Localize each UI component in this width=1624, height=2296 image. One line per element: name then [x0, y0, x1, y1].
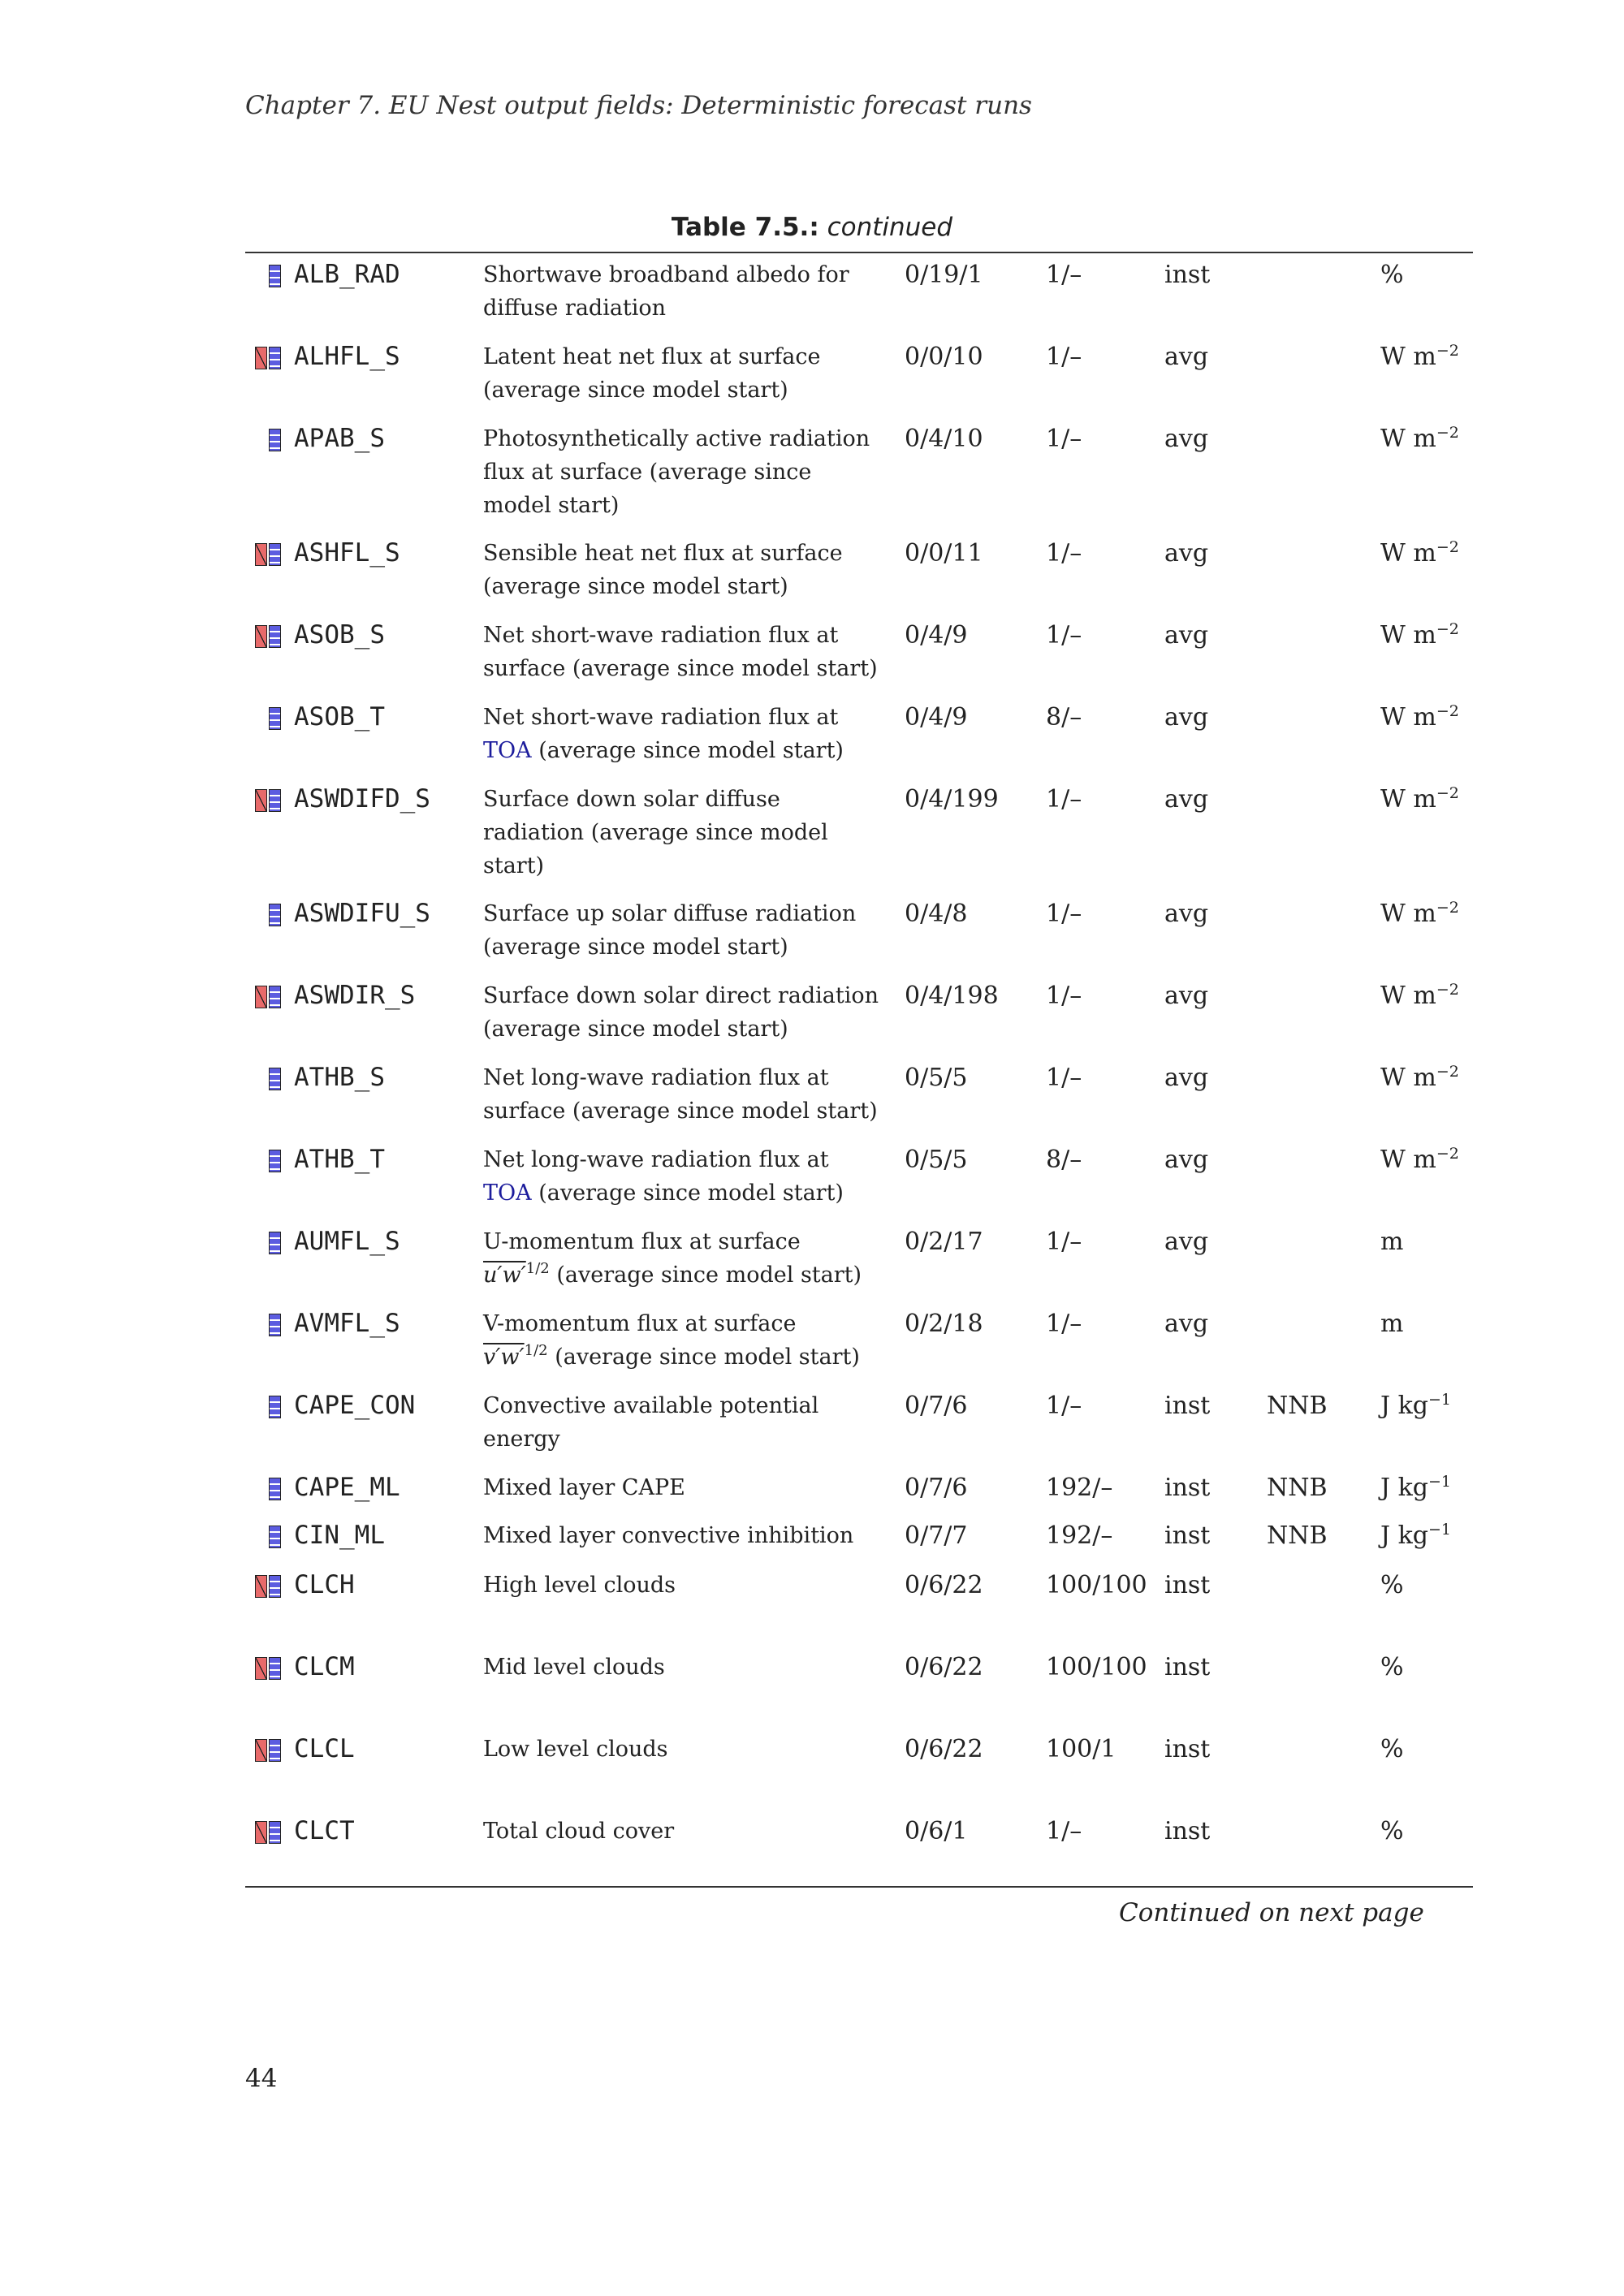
level-spec: 192/– — [1046, 1474, 1113, 1502]
blue-model-icon — [269, 1396, 281, 1418]
unit-text: J kg — [1380, 1474, 1428, 1502]
description-line: Surface up solar diffuse radiation — [483, 901, 857, 926]
description-line: Mid level clouds — [483, 1655, 665, 1680]
grib-code: 0/4/8 — [905, 900, 968, 928]
unit — [1380, 1225, 1403, 1258]
grib-code: 0/7/7 — [905, 1521, 968, 1550]
blue-model-icon — [269, 429, 281, 451]
unit-exponent: −1 — [1427, 1391, 1451, 1409]
unit-exponent: −2 — [1436, 784, 1459, 802]
level-spec: 1/– — [1046, 982, 1082, 1010]
math-exponent: 1/2 — [525, 1260, 550, 1277]
time-type: inst — [1164, 1735, 1211, 1763]
field-description — [483, 1307, 889, 1374]
row-icons — [255, 625, 281, 648]
caption-label: Table 7.5.: — [671, 213, 819, 242]
field-name: CLCL — [294, 1734, 355, 1763]
blue-model-icon — [269, 1526, 281, 1548]
unit-text: m — [1380, 1228, 1404, 1256]
level-spec: 100/100 — [1046, 1653, 1147, 1681]
field-name: ALHFL_S — [294, 342, 400, 371]
math-term: v′w′ — [483, 1344, 525, 1370]
spacer — [255, 429, 267, 451]
description-line: Net short-wave radiation flux at — [483, 623, 839, 648]
time-type: avg — [1164, 343, 1209, 371]
unit-text: J kg — [1380, 1392, 1428, 1420]
time-type: inst — [1164, 1521, 1211, 1550]
level-spec: 100/100 — [1046, 1571, 1147, 1599]
unit-exponent: −1 — [1427, 1473, 1451, 1491]
field-name: ASWDIFD_S — [294, 784, 430, 814]
row-icons — [255, 1150, 281, 1172]
time-type: avg — [1164, 1146, 1209, 1174]
grib-code: 0/2/18 — [905, 1310, 983, 1338]
time-type: avg — [1164, 785, 1209, 814]
unit-text: % — [1380, 1817, 1404, 1845]
table-bottom-rule — [245, 1886, 1473, 1888]
time-type: inst — [1164, 1474, 1211, 1502]
red-model-icon — [255, 986, 267, 1008]
field-name: CLCH — [294, 1570, 355, 1599]
page-header: Chapter 7. EU Nest output fields: Deterministic forecast runs — [245, 91, 1032, 120]
unit-text: W m — [1380, 1146, 1436, 1174]
spacer — [255, 1314, 267, 1336]
time-type: inst — [1164, 1653, 1211, 1681]
grib-code: 0/7/6 — [905, 1392, 968, 1420]
row-icons — [255, 265, 281, 287]
description-line: Convective available potential — [483, 1393, 819, 1418]
field-name: ASWDIFU_S — [294, 899, 430, 928]
time-type: avg — [1164, 539, 1209, 568]
description-line: V-momentum flux at surface — [483, 1311, 797, 1336]
level-spec: 1/– — [1046, 1310, 1082, 1338]
blue-model-icon — [269, 1150, 281, 1172]
row-icons — [255, 1314, 281, 1336]
field-name: AUMFL_S — [294, 1227, 400, 1256]
unit-text: W m — [1380, 343, 1436, 371]
spacer — [255, 1232, 267, 1254]
blue-model-icon — [269, 1478, 281, 1500]
unit-exponent: −2 — [1436, 342, 1459, 360]
reference: NNB — [1267, 1474, 1328, 1502]
field-name: ATHB_T — [294, 1145, 385, 1174]
grib-code: 0/6/22 — [905, 1571, 983, 1599]
field-description — [483, 1061, 889, 1128]
grib-code: 0/4/9 — [905, 703, 968, 732]
description-line: Surface down solar direct radiation — [483, 983, 879, 1008]
time-type: inst — [1164, 1571, 1211, 1599]
unit — [1380, 783, 1459, 816]
level-spec: 8/– — [1046, 1146, 1082, 1174]
unit-text: W m — [1380, 703, 1436, 732]
red-model-icon — [255, 625, 267, 648]
unit — [1380, 1815, 1404, 1848]
spacer — [255, 1068, 267, 1090]
blue-model-icon — [269, 543, 281, 566]
description-line — [483, 1176, 889, 1210]
red-model-icon — [255, 1739, 267, 1762]
blue-model-icon — [269, 1657, 281, 1680]
grib-code: 0/6/22 — [905, 1653, 983, 1681]
unit-text: % — [1380, 1735, 1404, 1763]
unit — [1380, 422, 1459, 455]
level-spec: 192/– — [1046, 1521, 1113, 1550]
unit-exponent: −2 — [1436, 424, 1459, 442]
blue-model-icon — [269, 707, 281, 730]
grib-code: 0/0/10 — [905, 343, 983, 371]
unit-exponent: −2 — [1436, 1063, 1459, 1081]
level-spec: 1/– — [1046, 900, 1082, 928]
unit-text: W m — [1380, 539, 1436, 568]
description-line: (average since model start) — [483, 574, 788, 599]
description-line — [483, 1340, 889, 1374]
field-name: ALB_RAD — [294, 260, 400, 289]
grib-code: 0/5/5 — [905, 1064, 968, 1092]
description-line: Net long-wave radiation flux at — [483, 1147, 829, 1172]
reference: NNB — [1267, 1521, 1328, 1550]
unit-exponent: −2 — [1436, 899, 1459, 917]
field-description — [483, 258, 889, 325]
grib-code: 0/5/5 — [905, 1146, 968, 1174]
spacer — [255, 1150, 267, 1172]
row-icons — [255, 1068, 281, 1090]
unit — [1380, 1471, 1451, 1504]
time-type: inst — [1164, 1392, 1211, 1420]
unit-text: J kg — [1380, 1521, 1428, 1550]
row-icons — [255, 904, 281, 926]
blue-model-icon — [269, 1821, 281, 1844]
grib-code: 0/6/1 — [905, 1817, 968, 1845]
level-spec: 1/– — [1046, 261, 1082, 289]
unit-text: W m — [1380, 425, 1436, 453]
row-icons — [255, 429, 281, 451]
blue-model-icon — [269, 1068, 281, 1090]
row-icons — [255, 1657, 281, 1680]
unit — [1380, 979, 1459, 1012]
description-line: energy — [483, 1426, 560, 1452]
level-spec: 1/– — [1046, 343, 1082, 371]
description-line: Low level clouds — [483, 1737, 668, 1762]
row-icons — [255, 1526, 281, 1548]
red-model-icon — [255, 789, 267, 812]
field-description — [483, 1143, 889, 1210]
time-type: avg — [1164, 703, 1209, 732]
unit — [1380, 258, 1404, 291]
field-name: APAB_S — [294, 424, 385, 453]
unit-exponent: −2 — [1436, 1145, 1459, 1163]
level-spec: 8/– — [1046, 703, 1082, 732]
field-name: CAPE_ML — [294, 1473, 400, 1502]
field-name: CAPE_CON — [294, 1391, 416, 1420]
unit — [1380, 1651, 1404, 1684]
field-description — [483, 1225, 889, 1292]
unit-text: % — [1380, 1571, 1404, 1599]
row-icons — [255, 347, 281, 369]
unit-text: % — [1380, 1653, 1404, 1681]
grib-code: 0/19/1 — [905, 261, 983, 289]
field-description — [483, 1471, 889, 1504]
field-name: AVMFL_S — [294, 1309, 400, 1338]
field-description — [483, 1815, 889, 1848]
unit-text: W m — [1380, 900, 1436, 928]
unit-text: m — [1380, 1310, 1404, 1338]
red-model-icon — [255, 543, 267, 566]
toa-link[interactable]: TOA — [483, 738, 532, 763]
page-number: 44 — [245, 2064, 278, 2093]
level-spec: 1/– — [1046, 785, 1082, 814]
math-term: u′w′ — [483, 1262, 526, 1288]
field-description — [483, 783, 889, 883]
unit — [1380, 619, 1459, 652]
unit — [1380, 1143, 1459, 1176]
spacer — [255, 265, 267, 287]
level-spec: 1/– — [1046, 1064, 1082, 1092]
blue-model-icon — [269, 1314, 281, 1336]
unit — [1380, 1569, 1404, 1602]
description-line: surface (average since model start) — [483, 1098, 878, 1124]
row-icons — [255, 789, 281, 812]
field-description — [483, 619, 889, 685]
description-line: Sensible heat net flux at surface — [483, 541, 843, 566]
unit-exponent: −2 — [1436, 981, 1459, 999]
description-line: Net short-wave radiation flux at — [483, 705, 839, 730]
unit — [1380, 1389, 1451, 1422]
field-name: CIN_ML — [294, 1521, 385, 1550]
spacer — [255, 707, 267, 730]
field-name: CLCT — [294, 1816, 355, 1845]
field-description — [483, 1389, 889, 1456]
grib-code: 0/2/17 — [905, 1228, 983, 1256]
row-icons — [255, 1232, 281, 1254]
row-icons — [255, 1478, 281, 1500]
table-caption — [0, 213, 1624, 242]
table-top-rule — [245, 252, 1473, 253]
grib-code: 0/4/9 — [905, 621, 968, 650]
red-model-icon — [255, 347, 267, 369]
blue-model-icon — [269, 789, 281, 812]
blue-model-icon — [269, 1575, 281, 1598]
field-description — [483, 537, 889, 603]
description-line: Photosynthetically active radiation — [483, 426, 870, 451]
spacer — [255, 1526, 267, 1548]
grib-code: 0/4/10 — [905, 425, 983, 453]
level-spec: 1/– — [1046, 621, 1082, 650]
description-line — [483, 734, 889, 767]
field-name: ASOB_T — [294, 702, 385, 732]
description-text: (average since model start) — [555, 1344, 860, 1370]
description-line: Surface down solar diffuse — [483, 787, 780, 812]
unit — [1380, 1061, 1459, 1094]
field-description — [483, 422, 889, 522]
level-spec: 1/– — [1046, 1817, 1082, 1845]
unit-text: % — [1380, 261, 1404, 289]
unit-exponent: −1 — [1427, 1521, 1451, 1539]
field-name: ASHFL_S — [294, 538, 400, 568]
math-exponent: 1/2 — [524, 1342, 548, 1359]
description-text: (average since model start) — [556, 1262, 862, 1288]
description-line: (average since model start) — [483, 934, 788, 960]
description-line: U-momentum flux at surface — [483, 1229, 801, 1254]
description-line — [483, 1258, 889, 1292]
row-icons — [255, 1739, 281, 1762]
row-icons — [255, 986, 281, 1008]
field-description — [483, 340, 889, 407]
unit-text: W m — [1380, 785, 1436, 814]
unit — [1380, 701, 1459, 734]
unit-text: W m — [1380, 1064, 1436, 1092]
level-spec: 1/– — [1046, 1228, 1082, 1256]
grib-code: 0/0/11 — [905, 539, 983, 568]
unit-exponent: −2 — [1436, 702, 1459, 720]
grib-code: 0/4/199 — [905, 785, 999, 814]
spacer — [255, 904, 267, 926]
description-line: model start) — [483, 493, 620, 518]
unit-text: W m — [1380, 982, 1436, 1010]
red-model-icon — [255, 1657, 267, 1680]
row-icons — [255, 1575, 281, 1598]
row-icons — [255, 1396, 281, 1418]
unit — [1380, 1733, 1404, 1766]
time-type: avg — [1164, 621, 1209, 650]
grib-code: 0/7/6 — [905, 1474, 968, 1502]
row-icons — [255, 707, 281, 730]
field-description — [483, 897, 889, 964]
blue-model-icon — [269, 986, 281, 1008]
time-type: avg — [1164, 1228, 1209, 1256]
level-spec: 1/– — [1046, 425, 1082, 453]
field-name: CLCM — [294, 1652, 355, 1681]
field-description — [483, 979, 889, 1046]
blue-model-icon — [269, 347, 281, 369]
field-description — [483, 701, 889, 767]
description-line: (average since model start) — [483, 378, 788, 403]
unit — [1380, 897, 1459, 930]
time-type: inst — [1164, 1817, 1211, 1845]
field-description — [483, 1733, 889, 1766]
spacer — [255, 1478, 267, 1500]
field-description — [483, 1519, 889, 1552]
unit-exponent: −2 — [1436, 538, 1459, 556]
spacer — [255, 1396, 267, 1418]
unit — [1380, 537, 1459, 570]
field-name: ATHB_S — [294, 1063, 385, 1092]
grib-code: 0/6/22 — [905, 1735, 983, 1763]
description-line: Latent heat net flux at surface — [483, 344, 821, 369]
unit-text: W m — [1380, 621, 1436, 650]
row-icons — [255, 543, 281, 566]
description-text: (average since model start) — [538, 738, 844, 763]
description-line: (average since model start) — [483, 1016, 788, 1042]
red-model-icon — [255, 1821, 267, 1844]
time-type: avg — [1164, 1310, 1209, 1338]
field-description — [483, 1651, 889, 1684]
description-line: start) — [483, 853, 545, 878]
unit — [1380, 340, 1459, 373]
level-spec: 1/– — [1046, 1392, 1082, 1420]
unit-exponent: −2 — [1436, 620, 1459, 638]
grib-code: 0/4/198 — [905, 982, 999, 1010]
field-description — [483, 1569, 889, 1602]
description-line: Net long-wave radiation flux at — [483, 1065, 829, 1090]
blue-model-icon — [269, 1739, 281, 1762]
unit — [1380, 1307, 1403, 1340]
blue-model-icon — [269, 904, 281, 926]
reference: NNB — [1267, 1392, 1328, 1420]
level-spec: 100/1 — [1046, 1735, 1116, 1763]
time-type: avg — [1164, 425, 1209, 453]
description-line: Total cloud cover — [483, 1819, 675, 1844]
unit — [1380, 1519, 1451, 1552]
description-line: Shortwave broadband albedo for — [483, 262, 849, 287]
continued-note: Continued on next page — [1119, 1898, 1424, 1927]
description-line: Mixed layer CAPE — [483, 1475, 685, 1500]
blue-model-icon — [269, 1232, 281, 1254]
description-line: diffuse radiation — [483, 296, 667, 321]
time-type: inst — [1164, 261, 1211, 289]
time-type: avg — [1164, 1064, 1209, 1092]
blue-model-icon — [269, 265, 281, 287]
description-line: surface (average since model start) — [483, 656, 878, 681]
red-model-icon — [255, 1575, 267, 1598]
field-name: ASOB_S — [294, 620, 385, 650]
toa-link[interactable]: TOA — [483, 1180, 532, 1206]
field-name: ASWDIR_S — [294, 981, 416, 1010]
row-icons — [255, 1821, 281, 1844]
description-text: (average since model start) — [538, 1180, 844, 1206]
description-line: flux at surface (average since — [483, 460, 812, 485]
time-type: avg — [1164, 900, 1209, 928]
description-line: radiation (average since model — [483, 820, 828, 845]
time-type: avg — [1164, 982, 1209, 1010]
description-line: High level clouds — [483, 1573, 676, 1598]
description-line: Mixed layer convective inhibition — [483, 1523, 854, 1548]
caption-note: continued — [827, 213, 953, 242]
level-spec: 1/– — [1046, 539, 1082, 568]
blue-model-icon — [269, 625, 281, 648]
